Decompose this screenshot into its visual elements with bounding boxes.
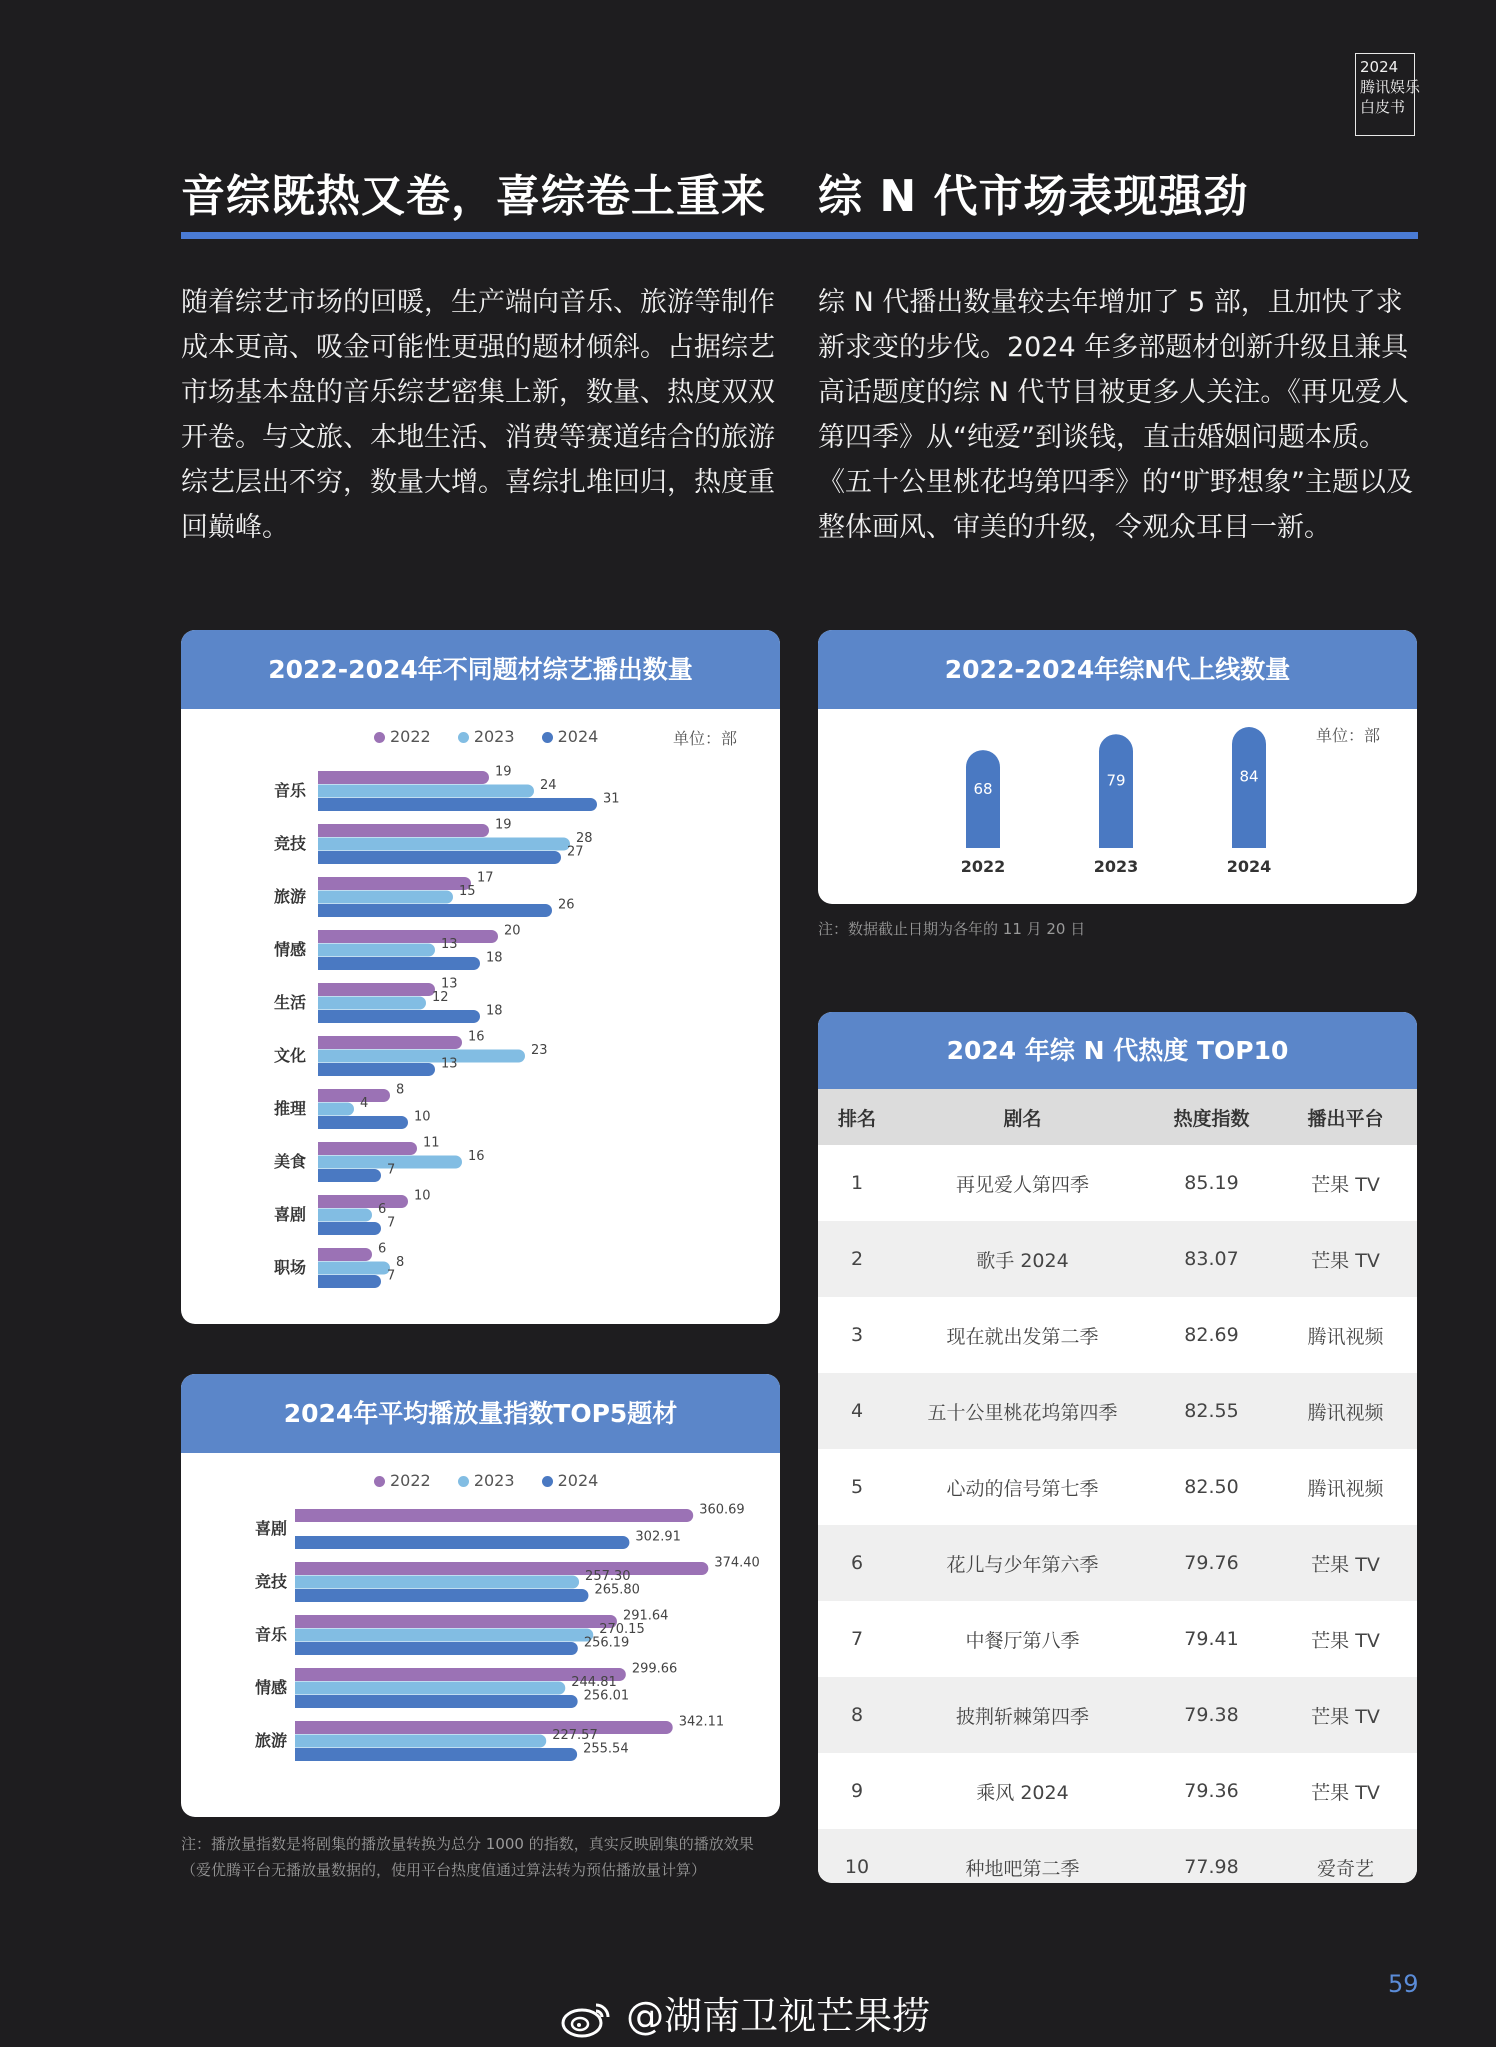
heat-cell: 83.07 bbox=[1149, 1221, 1274, 1297]
value-label: 227.57 bbox=[552, 1728, 598, 1743]
bar-2022 bbox=[318, 1248, 372, 1261]
rank-cell: 4 bbox=[818, 1373, 896, 1449]
table-row bbox=[818, 1753, 1417, 1829]
platform-cell: 芒果 TV bbox=[1274, 1221, 1417, 1297]
bar-2023 bbox=[318, 1262, 390, 1275]
bar-2022 bbox=[318, 983, 435, 996]
category-label: 喜剧 bbox=[254, 1519, 287, 1538]
legend-label-2022: 2022 bbox=[390, 727, 431, 746]
bar-2024 bbox=[295, 1642, 578, 1655]
rank-cell: 2 bbox=[818, 1221, 896, 1297]
title-cell: 中餐厅第八季 bbox=[896, 1601, 1149, 1677]
table-row bbox=[818, 1525, 1417, 1601]
bar-2022 bbox=[295, 1562, 708, 1575]
rank-cell: 10 bbox=[818, 1829, 896, 1883]
sequel-count-panel bbox=[818, 630, 1417, 904]
value-label: 19 bbox=[495, 817, 512, 833]
bar-2024 bbox=[295, 1536, 629, 1549]
value-label: 374.40 bbox=[714, 1555, 760, 1571]
platform-cell: 芒果 TV bbox=[1274, 1753, 1417, 1829]
table-row bbox=[818, 1221, 1417, 1297]
value-label: 19 bbox=[495, 764, 512, 780]
category-label: 文化 bbox=[273, 1046, 306, 1065]
value-label: 342.11 bbox=[678, 1714, 725, 1730]
value-label: 28 bbox=[576, 831, 593, 846]
value-label: 256.19 bbox=[583, 1635, 630, 1651]
table-row bbox=[818, 1601, 1417, 1677]
value-label: 255.54 bbox=[583, 1741, 629, 1757]
sequel-count-title: 2022-2024年综N代上线数量 bbox=[818, 630, 1417, 709]
col-rank: 排名 bbox=[818, 1089, 896, 1145]
genre-count-title: 2022-2024年不同题材综艺播出数量 bbox=[181, 630, 780, 709]
title-cell: 现在就出发第二季 bbox=[896, 1297, 1149, 1373]
category-label: 情感 bbox=[254, 1678, 287, 1697]
value-label: 23 bbox=[531, 1043, 548, 1058]
bar-2023 bbox=[318, 838, 570, 851]
heat-cell: 82.69 bbox=[1149, 1297, 1274, 1373]
value-label: 7 bbox=[387, 1215, 396, 1231]
table-row bbox=[818, 1145, 1417, 1221]
genre-count-panel bbox=[181, 630, 780, 1324]
heading-rule bbox=[181, 232, 1418, 239]
value-label: 256.01 bbox=[583, 1688, 630, 1704]
paragraph-left: 随着综艺市场的回暖，生产端向音乐、旅游等制作成本更高、吸金可能性更强的题材倾斜。占据综艺市场基本盘的音乐综艺密集上新，数量、热度双双开卷。与文旅、本地生活、消费等赛道结合的旅游综艺层出不穷，数量大增。喜综扎堆回归，热度重回巅峰。 bbox=[181, 287, 775, 543]
column-value-label: 68 bbox=[973, 780, 993, 799]
value-label: 6 bbox=[378, 1241, 387, 1257]
bar-2023 bbox=[295, 1682, 565, 1695]
bar-2024 bbox=[318, 1222, 381, 1235]
title-cell: 再见爱人第四季 bbox=[896, 1145, 1149, 1221]
bar-2023 bbox=[295, 1735, 546, 1748]
value-label: 15 bbox=[459, 884, 476, 899]
heat-cell: 79.38 bbox=[1149, 1677, 1274, 1753]
value-label: 7 bbox=[387, 1162, 396, 1178]
title-cell: 披荆斩棘第四季 bbox=[896, 1677, 1149, 1753]
genre-count-chart bbox=[181, 630, 780, 1324]
category-label: 音乐 bbox=[254, 1625, 287, 1644]
table-row bbox=[818, 1829, 1417, 1883]
value-label: 16 bbox=[468, 1149, 485, 1164]
bar-2022 bbox=[318, 1036, 462, 1049]
value-label: 10 bbox=[414, 1188, 431, 1204]
legend-label-2022: 2022 bbox=[390, 1471, 431, 1490]
rank-cell: 7 bbox=[818, 1601, 896, 1677]
bar-2024 bbox=[295, 1589, 588, 1602]
bar-2023 bbox=[318, 1050, 525, 1063]
value-label: 6 bbox=[378, 1202, 387, 1217]
column-bar bbox=[966, 750, 1000, 848]
heading-left: 音综既热又卷，喜综卷土重来 bbox=[181, 171, 766, 222]
whitepaper-badge bbox=[1355, 53, 1421, 136]
bar-2023 bbox=[295, 1576, 579, 1589]
heat-cell: 82.55 bbox=[1149, 1373, 1274, 1449]
play-index-panel bbox=[181, 1374, 780, 1817]
platform-cell: 芒果 TV bbox=[1274, 1601, 1417, 1677]
bar-2023 bbox=[318, 944, 435, 957]
bar-2022 bbox=[295, 1721, 673, 1734]
platform-cell: 腾讯视频 bbox=[1274, 1449, 1417, 1525]
value-label: 257.30 bbox=[585, 1569, 631, 1584]
table-row bbox=[818, 1373, 1417, 1449]
column-bar bbox=[1099, 734, 1133, 848]
table-header-row bbox=[818, 1089, 1417, 1145]
bar-2024 bbox=[318, 1275, 381, 1288]
bar-2023 bbox=[318, 997, 426, 1010]
value-label: 27 bbox=[567, 844, 584, 860]
column-category-label: 2024 bbox=[1226, 857, 1272, 876]
value-label: 11 bbox=[423, 1135, 440, 1151]
top10-panel bbox=[818, 1012, 1417, 1883]
rank-cell: 8 bbox=[818, 1677, 896, 1753]
platform-cell: 腾讯视频 bbox=[1274, 1297, 1417, 1373]
heat-cell: 79.36 bbox=[1149, 1753, 1274, 1829]
bar-2023 bbox=[295, 1629, 593, 1642]
value-label: 13 bbox=[441, 1056, 458, 1072]
watermark-text: @湖南卫视芒果捞 bbox=[626, 1994, 931, 2038]
bar-2024 bbox=[318, 798, 597, 811]
bar-2024 bbox=[318, 1010, 480, 1023]
bar-2024 bbox=[318, 1063, 435, 1076]
value-label: 18 bbox=[486, 1003, 503, 1019]
value-label: 18 bbox=[486, 950, 503, 966]
category-label: 竞技 bbox=[254, 1572, 287, 1591]
column-value-label: 79 bbox=[1106, 771, 1126, 790]
bar-2023 bbox=[318, 891, 453, 904]
column-value-label: 84 bbox=[1239, 767, 1259, 786]
category-label: 旅游 bbox=[273, 887, 306, 906]
paragraph-right: 综 N 代播出数量较去年增加了 5 部，且加快了求新求变的步伐。2024 年多部题材创新升级且兼具高话题度的综 N 代节目被更多人关注。《再见爱人第四季》从“纯爱”到谈钱，直击婚姻问题本质。《五十公里桃花坞第四季》的“旷野想象”主题以及整体画风、审美的升级，令观众耳目一新。 bbox=[818, 287, 1413, 543]
title-cell: 乘风 2024 bbox=[896, 1753, 1149, 1829]
bar-2024 bbox=[318, 904, 552, 917]
category-label: 情感 bbox=[273, 940, 306, 959]
category-label: 旅游 bbox=[254, 1731, 287, 1750]
bar-2022 bbox=[318, 771, 489, 784]
value-label: 360.69 bbox=[699, 1502, 745, 1518]
badge-doc: 白皮书 bbox=[1360, 98, 1406, 116]
value-label: 12 bbox=[432, 990, 449, 1005]
bar-2022 bbox=[318, 824, 489, 837]
weibo-watermark bbox=[560, 1985, 930, 2040]
title-cell: 五十公里桃花坞第四季 bbox=[896, 1373, 1149, 1449]
sequel-count-unit: 单位：部 bbox=[1316, 726, 1381, 745]
value-label: 244.81 bbox=[571, 1675, 617, 1690]
heat-cell: 77.98 bbox=[1149, 1829, 1274, 1883]
value-label: 7 bbox=[387, 1268, 396, 1284]
bar-2024 bbox=[318, 851, 561, 864]
table-row bbox=[818, 1677, 1417, 1753]
value-label: 4 bbox=[360, 1096, 369, 1111]
table-row bbox=[818, 1449, 1417, 1525]
value-label: 8 bbox=[396, 1255, 405, 1270]
category-label: 喜剧 bbox=[273, 1205, 306, 1224]
heat-cell: 85.19 bbox=[1149, 1145, 1274, 1221]
value-label: 26 bbox=[558, 897, 575, 913]
column-category-label: 2023 bbox=[1093, 857, 1139, 876]
category-label: 职场 bbox=[273, 1258, 306, 1277]
page-number: 59 bbox=[1388, 1970, 1419, 1998]
bar-2022 bbox=[318, 930, 498, 943]
column-bar bbox=[1232, 727, 1266, 848]
column-category-label: 2022 bbox=[960, 857, 1006, 876]
bar-2022 bbox=[295, 1509, 693, 1522]
value-label: 16 bbox=[468, 1029, 485, 1045]
rank-cell: 3 bbox=[818, 1297, 896, 1373]
bar-2022 bbox=[318, 877, 471, 890]
platform-cell: 芒果 TV bbox=[1274, 1677, 1417, 1753]
category-label: 推理 bbox=[273, 1099, 306, 1118]
heat-cell: 79.41 bbox=[1149, 1601, 1274, 1677]
play-index-chart bbox=[181, 1374, 780, 1817]
value-label: 299.66 bbox=[631, 1661, 678, 1677]
bar-2022 bbox=[318, 1195, 408, 1208]
platform-cell: 爱奇艺 bbox=[1274, 1829, 1417, 1883]
category-label: 音乐 bbox=[273, 781, 306, 800]
bar-2022 bbox=[295, 1615, 617, 1628]
value-label: 24 bbox=[540, 778, 557, 793]
badge-year: 2024 bbox=[1360, 58, 1399, 76]
rank-cell: 6 bbox=[818, 1525, 896, 1601]
value-label: 302.91 bbox=[635, 1529, 681, 1545]
platform-cell: 芒果 TV bbox=[1274, 1145, 1417, 1221]
value-label: 270.15 bbox=[599, 1622, 645, 1637]
legend-label-2024: 2024 bbox=[557, 1471, 599, 1490]
play-index-note: 注：播放量指数是将剧集的播放量转换为总分 1000 的指数，真实反映剧集的播放效果（爱优腾平台无播放量数据的，使用平台热度值通过算法转为预估播放量计算） bbox=[181, 1835, 754, 1879]
bar-2024 bbox=[318, 1116, 408, 1129]
play-index-title: 2024年平均播放量指数TOP5题材 bbox=[181, 1374, 780, 1453]
title-cell: 花儿与少年第六季 bbox=[896, 1525, 1149, 1601]
bar-2023 bbox=[318, 1103, 354, 1116]
table-row bbox=[818, 1297, 1417, 1373]
value-label: 265.80 bbox=[594, 1582, 640, 1598]
category-label: 生活 bbox=[273, 993, 306, 1012]
weibo-icon bbox=[560, 1999, 614, 2039]
value-label: 17 bbox=[477, 870, 494, 886]
category-label: 美食 bbox=[273, 1152, 306, 1171]
sequel-count-note: 注：数据截止日期为各年的 11 月 20 日 bbox=[818, 920, 1086, 938]
value-label: 13 bbox=[441, 976, 458, 992]
col-heat: 热度指数 bbox=[1149, 1089, 1274, 1145]
badge-brand: 腾讯娱乐 bbox=[1360, 78, 1421, 96]
heat-cell: 82.50 bbox=[1149, 1449, 1274, 1525]
rank-cell: 1 bbox=[818, 1145, 896, 1221]
value-label: 291.64 bbox=[622, 1608, 669, 1624]
value-label: 10 bbox=[414, 1109, 431, 1125]
legend-label-2023: 2023 bbox=[473, 1471, 515, 1490]
legend-label-2023: 2023 bbox=[473, 727, 515, 746]
rank-cell: 5 bbox=[818, 1449, 896, 1525]
title-cell: 心动的信号第七季 bbox=[896, 1449, 1149, 1525]
bar-2022 bbox=[318, 1142, 417, 1155]
sequel-count-chart bbox=[818, 630, 1417, 904]
genre-count-unit: 单位：部 bbox=[673, 729, 738, 748]
bar-2024 bbox=[295, 1748, 577, 1761]
title-cell: 种地吧第二季 bbox=[896, 1829, 1149, 1883]
top10-table bbox=[818, 1089, 1417, 1883]
top10-title: 2024 年综 N 代热度 TOP10 bbox=[818, 1012, 1417, 1089]
rank-cell: 9 bbox=[818, 1753, 896, 1829]
col-title: 剧名 bbox=[896, 1089, 1149, 1145]
bar-2024 bbox=[295, 1695, 578, 1708]
value-label: 31 bbox=[603, 791, 620, 807]
value-label: 8 bbox=[396, 1082, 405, 1098]
heading-right: 综 N 代市场表现强劲 bbox=[818, 171, 1249, 222]
value-label: 13 bbox=[441, 937, 458, 952]
value-label: 20 bbox=[504, 923, 521, 939]
bar-2024 bbox=[318, 957, 480, 970]
heat-cell: 79.76 bbox=[1149, 1525, 1274, 1601]
bar-2023 bbox=[318, 1209, 372, 1222]
col-platform: 播出平台 bbox=[1274, 1089, 1417, 1145]
platform-cell: 芒果 TV bbox=[1274, 1525, 1417, 1601]
title-cell: 歌手 2024 bbox=[896, 1221, 1149, 1297]
platform-cell: 腾讯视频 bbox=[1274, 1373, 1417, 1449]
bar-2024 bbox=[318, 1169, 381, 1182]
category-label: 竞技 bbox=[273, 834, 306, 853]
bar-2022 bbox=[318, 1089, 390, 1102]
legend-label-2024: 2024 bbox=[557, 727, 599, 746]
bar-2023 bbox=[318, 785, 534, 798]
